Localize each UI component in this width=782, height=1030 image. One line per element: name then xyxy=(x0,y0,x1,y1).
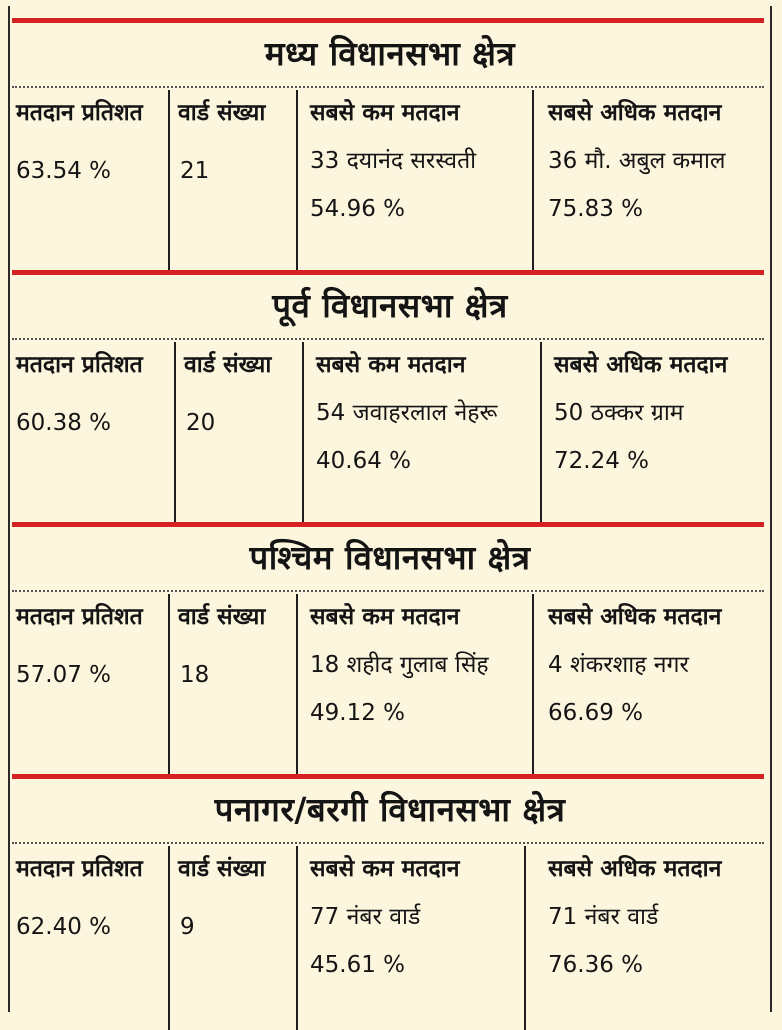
lowest-ward: 18 शहीद गुलाब सिंह xyxy=(310,652,489,678)
column-divider xyxy=(168,846,170,1030)
dotted-divider xyxy=(12,590,764,592)
wards-label: वार्ड संख्या xyxy=(178,604,266,630)
highest-percent: 76.36 % xyxy=(548,952,644,978)
turnout-value: 60.38 % xyxy=(16,410,112,436)
column-divider xyxy=(532,90,534,274)
turnout-label: मतदान प्रतिशत xyxy=(16,856,143,882)
turnout-label: मतदान प्रतिशत xyxy=(16,100,143,126)
turnout-value: 57.07 % xyxy=(16,662,112,688)
dotted-divider xyxy=(12,842,764,844)
lowest-percent: 54.96 % xyxy=(310,196,406,222)
highest-ward: 36 मौ. अबुल कमाल xyxy=(548,148,726,174)
column-divider xyxy=(296,1012,298,1024)
turnout-value: 62.40 % xyxy=(16,914,112,940)
column-divider xyxy=(532,594,534,778)
section-title: पश्चिम विधानसभा क्षेत्र xyxy=(249,538,531,577)
highest-label: सबसे अधिक मतदान xyxy=(554,352,728,378)
column-divider xyxy=(168,594,170,778)
lowest-ward: 54 जवाहरलाल नेहरू xyxy=(316,400,498,426)
dotted-divider xyxy=(12,338,764,340)
section-paschim xyxy=(8,522,772,772)
section-title: मध्य विधानसभा क्षेत्र xyxy=(264,34,516,73)
lowest-percent: 40.64 % xyxy=(316,448,412,474)
lowest-label: सबसे कम मतदान xyxy=(316,352,466,378)
turnout-value: 63.54 % xyxy=(16,158,112,184)
highest-ward: 4 शंकरशाह नगर xyxy=(548,652,689,678)
wards-value: 18 xyxy=(180,662,210,688)
highest-ward: 71 नंबर वार्ड xyxy=(548,904,659,930)
section-madhya xyxy=(8,18,772,268)
wards-value: 9 xyxy=(180,914,195,940)
highest-percent: 72.24 % xyxy=(554,448,650,474)
dotted-divider xyxy=(12,86,764,88)
lowest-percent: 45.61 % xyxy=(310,952,406,978)
turnout-label: मतदान प्रतिशत xyxy=(16,604,143,630)
highest-label: सबसे अधिक मतदान xyxy=(548,100,722,126)
lowest-label: सबसे कम मतदान xyxy=(310,604,460,630)
wards-label: वार्ड संख्या xyxy=(178,100,266,126)
wards-value: 20 xyxy=(186,410,216,436)
lowest-ward: 77 नंबर वार्ड xyxy=(310,904,421,930)
column-divider xyxy=(296,846,298,1030)
section-title: पूर्व विधानसभा क्षेत्र xyxy=(272,286,508,325)
red-divider xyxy=(12,522,764,527)
lowest-percent: 49.12 % xyxy=(310,700,406,726)
wards-label: वार्ड संख्या xyxy=(184,352,272,378)
column-divider xyxy=(524,846,526,1030)
wards-value: 21 xyxy=(180,158,210,184)
highest-percent: 66.69 % xyxy=(548,700,644,726)
red-divider xyxy=(12,270,764,275)
highest-label: सबसे अधिक मतदान xyxy=(548,604,722,630)
red-divider xyxy=(12,774,764,779)
turnout-label: मतदान प्रतिशत xyxy=(16,352,143,378)
column-divider xyxy=(296,90,298,274)
column-divider xyxy=(302,342,304,526)
highest-label: सबसे अधिक मतदान xyxy=(548,856,722,882)
column-divider xyxy=(540,342,542,526)
highest-percent: 75.83 % xyxy=(548,196,644,222)
lowest-label: सबसे कम मतदान xyxy=(310,856,460,882)
column-divider xyxy=(174,342,176,526)
column-divider xyxy=(168,90,170,274)
section-purva xyxy=(8,270,772,520)
section-title: पनागर/बरगी विधानसभा क्षेत्र xyxy=(214,790,566,829)
red-divider xyxy=(12,18,764,23)
wards-label: वार्ड संख्या xyxy=(178,856,266,882)
highest-ward: 50 ठक्कर ग्राम xyxy=(554,400,684,426)
section-panagar-bargi xyxy=(8,774,772,1024)
lowest-label: सबसे कम मतदान xyxy=(310,100,460,126)
lowest-ward: 33 दयानंद सरस्वती xyxy=(310,148,477,174)
column-divider xyxy=(296,594,298,778)
